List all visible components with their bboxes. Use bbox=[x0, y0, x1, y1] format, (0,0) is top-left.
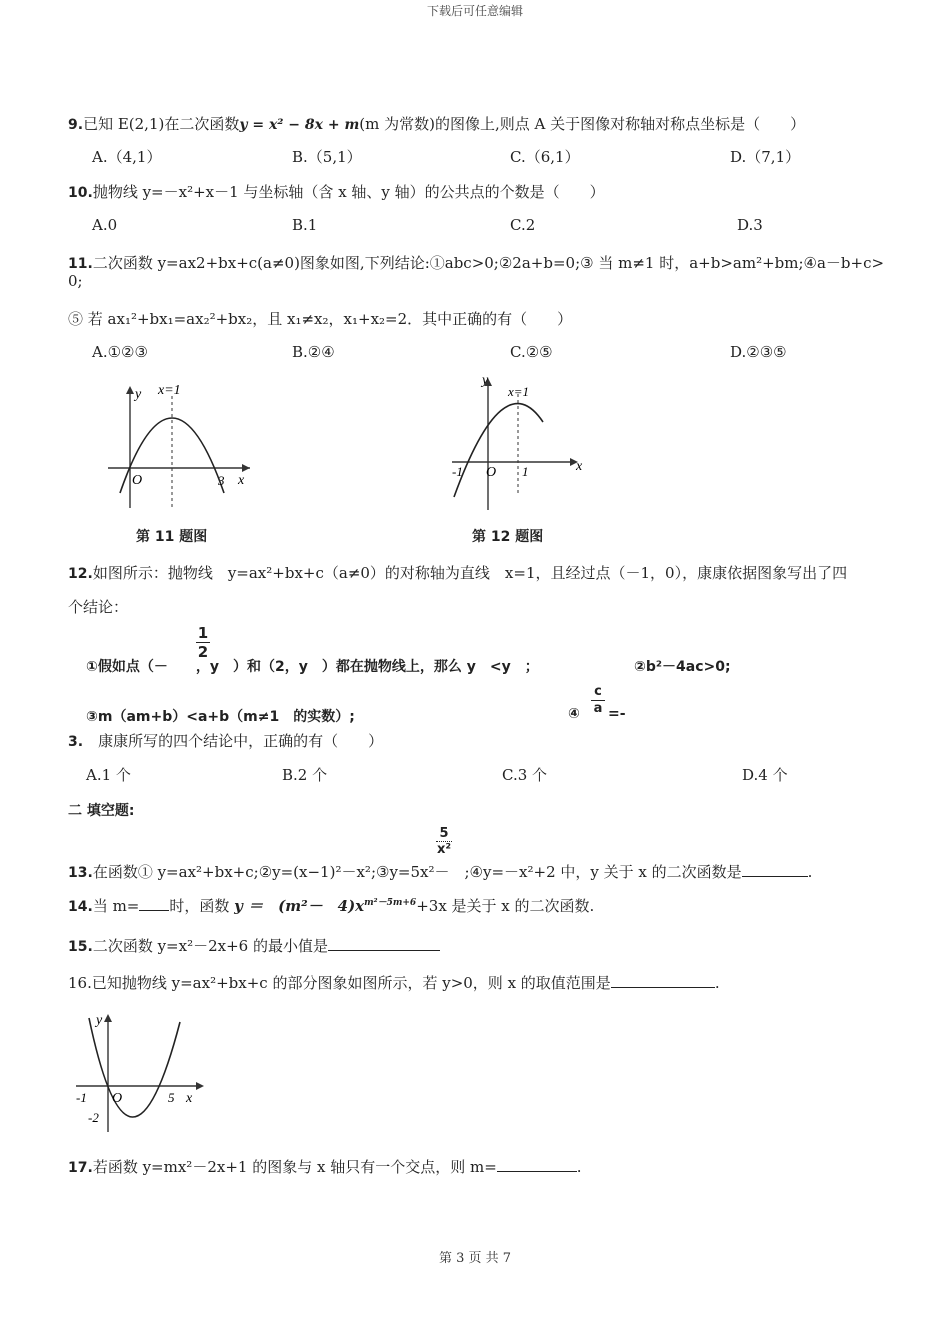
answer-blank[interactable] bbox=[139, 898, 169, 911]
option-c: C.（6,1） bbox=[510, 148, 580, 166]
option-b: B.（5,1） bbox=[292, 148, 362, 166]
option-c: C.2 bbox=[510, 216, 536, 234]
question-12-prompt bbox=[68, 730, 383, 751]
answer-blank[interactable] bbox=[742, 864, 808, 877]
question-10 bbox=[68, 181, 605, 202]
option-a: A.①②③ bbox=[92, 343, 148, 361]
question-text: 个结论： bbox=[68, 598, 129, 616]
figure-12-parabola bbox=[448, 372, 588, 514]
question-12 bbox=[68, 562, 847, 583]
question-11 bbox=[68, 252, 884, 273]
option-b: B.2 个 bbox=[282, 766, 328, 784]
option-a: A.（4,1） bbox=[92, 148, 162, 166]
answer-blank[interactable] bbox=[497, 1159, 577, 1172]
answer-blank[interactable] bbox=[611, 975, 715, 988]
fraction-denominator: 2 bbox=[197, 643, 209, 661]
option-d: D.4 个 bbox=[742, 766, 788, 784]
question-text: 若函数 y=mx²－2x+1 的图象与 x 轴只有一个交点，则 m= bbox=[92, 1158, 497, 1176]
line-number: 3. bbox=[68, 734, 84, 750]
section-title: 二 填空题: bbox=[68, 803, 135, 819]
question-text: (m 为常数)的图像上,则点 A 关于图像对称轴对称点坐标是（ ） bbox=[359, 115, 806, 133]
formula: y = x² − 8x + m bbox=[239, 117, 360, 133]
figure-11-caption: 第 11 题图 bbox=[136, 529, 208, 545]
option-c: C.3 个 bbox=[502, 766, 548, 784]
fraction bbox=[436, 826, 452, 857]
question-text: +3x 是关于 x 的二次函数. bbox=[416, 897, 595, 915]
origin-label: O bbox=[132, 473, 143, 488]
conclusion-4-suffix: =- bbox=[608, 706, 626, 722]
option-b: B.②④ bbox=[292, 343, 335, 361]
question-text: 当 m= bbox=[92, 897, 140, 915]
figure-12-caption: 第 12 题图 bbox=[472, 529, 544, 545]
question-text: 二次函数 y=ax2+bx+c(a≠0)图象如图,下列结论:①abc>0;②2a+b=0;③ 当 m≠1 时，a+b>am²+bm;④a－b+c> bbox=[92, 254, 885, 272]
question-14 bbox=[68, 895, 594, 916]
symmetry-label: x=1 bbox=[508, 384, 530, 399]
axis-y-label: y bbox=[482, 373, 489, 388]
y-intercept-label: -2 bbox=[88, 1110, 99, 1125]
formula: y ＝ (m²－ 4)x bbox=[234, 897, 365, 915]
question-text: 0; bbox=[68, 272, 83, 290]
option-c: C.②⑤ bbox=[510, 343, 553, 361]
conclusion-4-prefix: ④ bbox=[568, 706, 580, 722]
question-9 bbox=[68, 113, 805, 134]
question-number: 17. bbox=[68, 1160, 93, 1176]
option-d: D.3 bbox=[737, 216, 763, 234]
question-text: 时，函数 bbox=[169, 897, 230, 915]
fraction-numerator: 5 bbox=[439, 826, 449, 841]
conclusion-2: ②b²－4ac>0; bbox=[634, 659, 731, 675]
page-header: 下载后可任意编辑 bbox=[426, 4, 523, 18]
question-number: 9. bbox=[68, 117, 84, 133]
question-text: ⑤ 若 ax₁²+bx₁=ax₂²+bx₂，且 x₁≠x₂，x₁+x₂=2．其中正确的有（ ） bbox=[68, 310, 573, 328]
question-number: 10. bbox=[68, 185, 93, 201]
period: . bbox=[714, 974, 720, 992]
question-text: 已知抛物线 y=ax²+bx+c 的部分图象如图所示，若 y>0，则 x 的取值范围是 bbox=[91, 974, 611, 992]
option-d: D.（7,1） bbox=[730, 148, 801, 166]
origin-label: O bbox=[486, 465, 497, 480]
right-root-label: 5 bbox=[168, 1090, 175, 1105]
option-a: A.0 bbox=[92, 216, 118, 234]
exponent: m²－5m+6 bbox=[364, 898, 417, 908]
answer-blank[interactable] bbox=[328, 938, 440, 951]
question-text: 已知 E(2,1)在二次函数 bbox=[83, 115, 240, 133]
page-footer: 第 3 页 共 7 bbox=[438, 1251, 512, 1266]
figure-11-parabola bbox=[100, 378, 260, 513]
symmetry-label: x=1 bbox=[158, 383, 181, 398]
question-text: 在函数① y=ax²+bx+c;②y=(x−1)²－x²;③y=5x²－ ;④y=－x²+2 中，y 关于 x 的二次函数是 bbox=[92, 863, 742, 881]
x1-label: 1 bbox=[522, 464, 529, 479]
question-text: 二次函数 y=x²－2x+6 的最小值是 bbox=[92, 937, 328, 955]
fraction-numerator: 1 bbox=[197, 624, 209, 642]
axis-y-label: y bbox=[135, 387, 142, 402]
question-number: 15. bbox=[68, 939, 93, 955]
option-a: A.1 个 bbox=[86, 766, 131, 784]
fraction-denominator: x² bbox=[436, 842, 452, 857]
left-root-label: -1 bbox=[76, 1090, 87, 1105]
question-number: 11. bbox=[68, 256, 93, 272]
fraction bbox=[591, 684, 605, 717]
option-d: D.②③⑤ bbox=[730, 343, 787, 361]
question-number: 16. bbox=[68, 974, 92, 992]
axis-x-label: x bbox=[186, 1091, 193, 1106]
axis-x-label: x bbox=[576, 459, 583, 474]
axis-x-label: x bbox=[238, 473, 245, 488]
question-text: 康康所写的四个结论中，正确的有（ ） bbox=[83, 732, 384, 750]
axis-y-label: y bbox=[96, 1013, 103, 1028]
root-label: 3 bbox=[218, 473, 225, 488]
option-b: B.1 bbox=[292, 216, 318, 234]
left-root-label: -1 bbox=[452, 464, 463, 479]
question-15 bbox=[68, 935, 440, 956]
conclusion-1: ①假如点（－ ，y ）和（2，y ）都在抛物线上，那么 y <y ； bbox=[86, 659, 539, 675]
question-text: 如图所示：抛物线 y=ax²+bx+c（a≠0）的对称轴为直线 x=1，且经过点（－1，0），康康依据图象写出了四 bbox=[92, 564, 848, 582]
question-text: 抛物线 y=－x²+x－1 与坐标轴（含 x 轴、y 轴）的公共点的个数是（ ） bbox=[92, 183, 605, 201]
period: . bbox=[576, 1158, 582, 1176]
question-16 bbox=[68, 972, 720, 993]
question-number: 13. bbox=[68, 865, 93, 881]
period: . bbox=[807, 863, 813, 881]
origin-label: O bbox=[112, 1091, 123, 1106]
question-17 bbox=[68, 1156, 582, 1177]
question-number: 12. bbox=[68, 566, 93, 582]
question-number: 14. bbox=[68, 899, 93, 915]
figure-16-parabola bbox=[72, 1008, 212, 1136]
fraction-numerator: c bbox=[594, 684, 602, 699]
fraction-denominator: a bbox=[593, 701, 603, 716]
question-13 bbox=[68, 861, 812, 882]
conclusion-3: ③m（am+b）<a+b（m≠1 的实数）; bbox=[86, 709, 355, 725]
